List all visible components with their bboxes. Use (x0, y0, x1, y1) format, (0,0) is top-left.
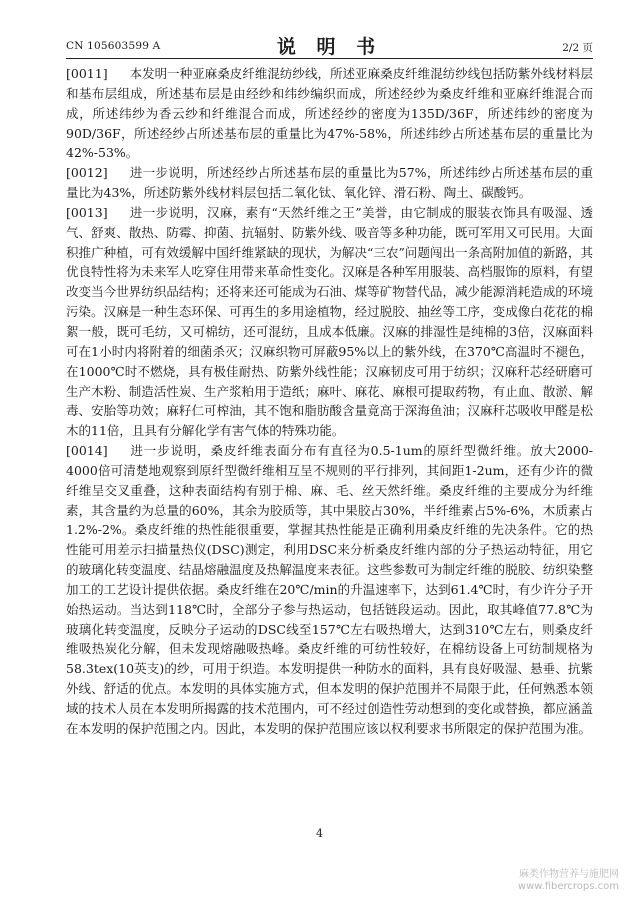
paragraph-text: 进一步说明，汉麻，素有“天然纤维之王”美誉，由它制成的服装衣饰具有吸湿、透气、舒爽、散热、防霉、抑菌、抗辐射、防紫外线、吸音等多种功能，既可军用又可民用。大面积推广种植，可有效缓解中国纤维紧缺的现状，为解决“三农”问题闯出一条高附加值的新路，其优良特性将为未来军人吃穿住用带来革命性变化。汉麻是各种军用服装、高档服饰的原料，有望改变当今世界纺织品结构；还将来还可能成为石油、煤等矿物替代品，减少能源消耗造成的环境污染。汉麻是一种生态环保、可再生的多用途植物，经过脱胶、抽丝等工序，变成像白花花的棉絮一般，既可毛纺，又可棉纺，还可混纺，且成本低廉。汉麻的排湿性是纯棉的3倍，汉麻面料可在1小时内将附着的细菌杀灭；汉麻织物可屏蔽95%以上的紫外线，在370℃高温时不褪色，在1000℃时不燃烧，具有极佳耐热、防紫外线性能；汉麻韧皮可用于纺织；汉麻秆芯经研磨可生产木粉、制造活性炭、生产浆粕用于造纸；麻叶、麻花、麻根可提取药物，有止血、散淤、解毒、安胎等功效；麻籽仁可榨油，其不饱和脂肪酸含量竟高于深海鱼油；汉麻秆芯吸收甲醛是松木的11倍，且具有分解化学有害气体的特殊功能。 (66, 204, 593, 439)
page-number: 4 (316, 827, 323, 840)
page-indicator: 2/2 页 (562, 42, 593, 54)
watermark-title: 麻类作物营养与施肥网 (519, 869, 619, 880)
site-watermark (518, 869, 619, 893)
paragraph-0011 (66, 64, 593, 163)
page-header (66, 30, 593, 56)
paragraph-text: 进一步说明，桑皮纤维表面分布有直径为0.5-1um的原纤型微纤维。放大2000-4000倍可清楚地观察到原纤型微纤维相互呈不规则的平行排列，其间距1-2um，还有少许的微纤维呈交叉重叠，这种表面结构有别于棉、麻、毛、丝天然纤维。桑皮纤维的主要成分为纤维素，其含量约为总量的60%，其余为胶质等，其中果胶占30%，半纤维素占5%-6%，木质素占1.2%-2%。桑皮纤维的热性能很重要，掌握其热性能是正确利用桑皮纤维的先决条件。它的热性能可用差示扫描量热仪(DSC)测定，利用DSC来分析桑皮纤维内部的分子热运动特征，用它的玻璃化转变温度、结晶熔融温度及热解温度来表征。这些参数可为制定纤维的脱胶、纺织染整加工的工艺设计提供依据。桑皮纤维在20℃/min的升温速率下，达到61.4℃时，有少许分子开始热运动。当达到118℃时，全部分子参与热运动，包括链段运动。因此，取其峰值77.8℃为玻璃化转变温度，反映分子运动的DSC线至157℃左右吸热增大，达到310℃左右，则桑皮纤维吸热炭化分解，但未发现熔融吸热峰。桑皮纤维的可纺性较好，在棉纺设备上可纺制规格为58.3tex(10英支)的纱，可用于织造。本发明提供一种防水的面料，具有良好吸湿、悬垂、抗紫外线、舒适的优点。本发明的具体实施方式，但本发明的保护范围并不局限于此，任何熟悉本领域的技术人员在本发明所揭露的技术范围内，可不经过创造性劳动想到的变化或替换，都应涵盖在本发明的保护范围之内。因此，本发明的保护范围应该以权利要求书所限定的保护范围为准。 (66, 443, 593, 736)
document-title: 说 明 书 (276, 36, 383, 58)
paragraph-number: [0012] (66, 165, 108, 181)
paragraph-0012 (66, 163, 593, 203)
header-rule (66, 58, 593, 59)
description-body (66, 64, 593, 739)
paragraph-number: [0013] (66, 204, 108, 220)
patent-number: CN 105603599 A (66, 40, 161, 52)
watermark-url: www.fibercrops.com (517, 881, 619, 892)
paragraph-text: 本发明一种亚麻桑皮纤维混纺纱线，所述亚麻桑皮纤维混纺纱线包括防紫外线材料层和基布层组成，所述基布层是由经纱和纬纱编织而成，所述经纱为桑皮纤维和亚麻纤维混合而成，所述纬纱为香云纱和纤维混合而成，所述经纱的密度为135D/36F，所述纬纱的密度为90D/36F，所述经纱占所述基布层的重量比为47%-58%，所述纬纱占所述基布层的重量比为42%-53%。 (66, 66, 593, 161)
paragraph-text: 进一步说明，所述经纱占所述基布层的重量比为57%，所述纬纱占所述基布层的重量比为43%，所述防紫外线材料层包括二氧化钛、氧化锌、滑石粉、陶土、碳酸钙。 (66, 165, 593, 201)
paragraph-0014 (66, 441, 593, 739)
paragraph-0013 (66, 203, 593, 441)
paragraph-number: [0014] (66, 443, 108, 459)
paragraph-number: [0011] (66, 66, 108, 81)
